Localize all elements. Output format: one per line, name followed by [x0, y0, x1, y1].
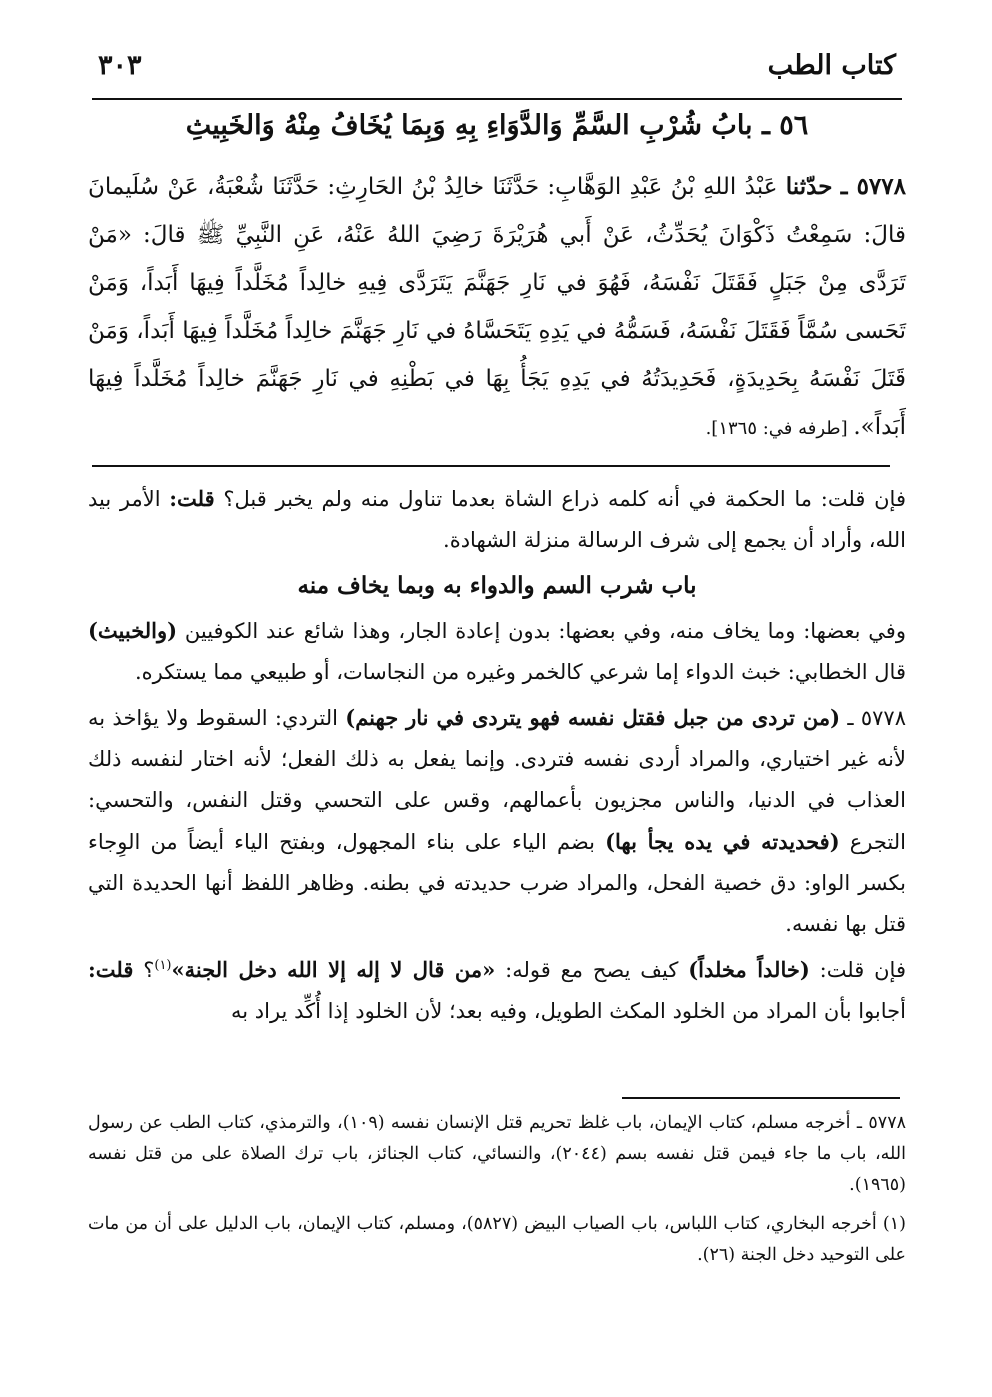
- commentary: [88, 478, 906, 1036]
- commentary-text: فإن قلت:: [809, 958, 906, 982]
- hadith-number: ٥٧٧٨ ـ: [840, 173, 906, 200]
- commentary-text: ؟: [133, 958, 155, 982]
- commentary-text: أجابوا بأن المراد من الخلود المكث الطويل، وفيه بعد؛ لأن الخلود إذا أُكِّد يراد به: [231, 999, 906, 1023]
- hadith-isnad-head: حدّثنا: [785, 173, 833, 200]
- hadith-citation: [طرفه في: ١٣٦٥].: [705, 418, 854, 439]
- commentary-text: ٥٧٧٨ ـ: [840, 706, 906, 730]
- footnote-reference: (١): [154, 958, 172, 973]
- footnote-rule: [622, 1097, 900, 1099]
- commentary-text: الأمر بيد الله، وأراد أن يجمع إلى شرف الرسالة منزلة الشهادة.: [88, 487, 906, 552]
- hadith-body: عَبْدُ اللهِ بْنُ عَبْدِ الوَهَّابِ: حَدَّثَنَا خالِدُ بْنُ الحَارِثِ: حَدَّثَنَا شُعْبَةُ، عَنْ سُلَيمانَ قالَ: سَمِعْتُ ذَكْوَانَ يُحَدِّثُ، عَنْ أَبي هُرَيْرَةَ رَضِيَ اللهُ عَنْهُ، عَنِ النَّبِيِّ ﷺ قالَ: «مَنْ تَرَدَّى مِنْ جَبَلٍ فَقَتَلَ نَفْسَهُ، فَهُوَ في نَارِ جَهَنَّمَ يَتَرَدَّى فِيهِ خالِداً مُخَلَّداً فِيهَا أَبَداً، وَمَنْ تَحَسى سُمَّاً فَقَتَلَ نَفْسَهُ، فَسَمُّهُ في يَدِهِ يَتَحَسَّاهُ في نَارِ جَهَنَّمَ خالِداً مُخَلَّداً فِيهَا أَبَداً، وَمَنْ قَتَلَ نَفْسَهُ بِحَدِيدَةٍ، فَحَدِيدَتُهُ في يَدِهِ يَجَأُ بِهَا في بَطْنِهِ في نَارِ جَهَنَّمَ خالِداً مُخَلَّداً فِيهَا أَبَداً».: [88, 174, 906, 440]
- page-number: ٣٠٣: [98, 50, 142, 81]
- commentary-bold: (والخبيث): [88, 618, 178, 643]
- footnotes: [88, 1108, 906, 1279]
- footnote-item: ٥٧٧٨ ـ أخرجه مسلم، كتاب الإيمان، باب غلظ تحريم قتل الإنسان نفسه (١٠٩)، والترمذي، كتاب الطب عن رسول الله، باب ما جاء فيمن قتل نفسه بسم (٢٠٤٤)، والنسائي، كتاب الجنائز، باب ترك الصلاة على من قتل نفسه (١٩٦٥).: [88, 1113, 907, 1195]
- commentary-text: بضم الياء على بناء المجهول، وبفتح الياء أيضاً من الوِجاء بكسر الواو: دق خصية الفحل، والمراد ضرب حديدته في بطنه. وظاهر اللفظ أنها الحديدة التي قتل بها نفسه.: [88, 830, 906, 936]
- commentary-bold: قلت:: [169, 486, 215, 511]
- commentary-text: التردي: السقوط ولا يؤاخذ به لأنه غير اختياري، والمراد أردى نفسه فتردى. وإنما يفعل به ذلك الفعل؛ لأنه اختار لنفسه ذلك العذاب في الدنيا، والناس مجزيون بأعمالهم، وقس على التحسي وقتل النفس، والتحسي: التجرع: [88, 706, 907, 854]
- commentary-paragraph: [88, 610, 906, 693]
- commentary-paragraph: [88, 949, 906, 1032]
- commentary-text: قال الخطابي: خبث الدواء إما شرعي كالخمر وغيره من النجاسات، أو طبيعي مما يستكره.: [134, 660, 906, 684]
- commentary-paragraph: [88, 478, 906, 561]
- commentary-bold: (خالداً مخلداً): [688, 957, 810, 982]
- commentary-bold: (فحديدته في يده يجأ بها): [605, 829, 840, 854]
- commentary-bold: (من تردى من جبل فقتل نفسه فهو يتردى في نار جهنم): [345, 705, 841, 730]
- chapter-heading: ٥٦ ـ بابُ شُرْبِ السَّمِّ وَالدَّوَاءِ بِهِ وَبِمَا يُخَافُ مِنْهُ وَالخَبِيثِ: [185, 110, 809, 141]
- commentary-text: فإن قلت: ما الحكمة في أنه كلمه ذراع الشاة بعدما تناول منه ولم يخبر قبل؟: [214, 487, 906, 511]
- running-header-title: كتاب الطب: [767, 50, 896, 81]
- footnote-item: (١) أخرجه البخاري، كتاب اللباس، باب الصياب البيض (٥٨٢٧)، ومسلم، كتاب الإيمان، باب الدليل على أن من مات على التوحيد دخل الجنة (٢٦).: [88, 1214, 906, 1265]
- commentary-bold: قلت:: [88, 957, 134, 982]
- header-rule: [92, 98, 902, 100]
- commentary-subheading: باب شرب السم والدواء به وبما يخاف منه: [297, 572, 697, 599]
- commentary-bold: «من قال لا إله إلا الله دخل الجنة»: [171, 957, 496, 982]
- hadith-text: [88, 163, 906, 453]
- commentary-text: كيف يصح مع قوله:: [495, 958, 689, 982]
- commentary-text: وفي بعضها: وما يخاف منه، وفي بعضها: بدون إعادة الجار، وهذا شائع عند الكوفيين: [177, 619, 906, 643]
- commentary-paragraph: [88, 697, 906, 945]
- section-separator: [92, 465, 890, 467]
